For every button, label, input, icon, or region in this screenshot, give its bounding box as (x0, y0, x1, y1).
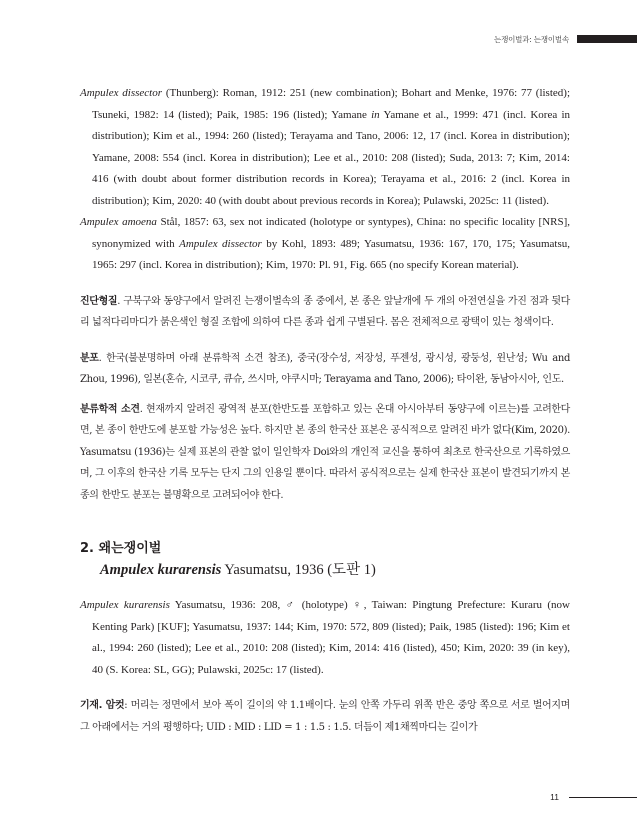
taxon-name: Ampulex dissector (179, 237, 262, 250)
taxon-name: Ampulex amoena (80, 216, 157, 228)
description-label: 기재. 암컷 (80, 700, 125, 711)
running-title: 는쟁이벌과: 는쟁이벌속 (494, 34, 569, 44)
reference-text: (Thunberg): Roman, 1912: 251 (new combination); Bohart and Menke, 1976: 77 (listed); Tsuneki, 1982: 14 (listed); Paik, 1985: 196 (listed); Yamane (92, 87, 570, 121)
taxonomic-remarks-paragraph: 분류학적 소견. 현재까지 알려진 광역적 분포(한반도를 포함하고 있는 온대 아시아부터 동양구에 이르는)를 고려한다면, 본 종이 한반도에 분포할 가능성은 높다. 하지만 본 종의 한국산 표본은 공식적으로 알려진 바가 없다(Kim, 2020). Yasumatsu (1936)는 실제 표본의 관찰 없이 일인학자 Doi와의 개인적 교신을 통하여 최초로 한국산으로 기록하였으며, 그 이후의 한국산 기록 모두는 단지 그의 인용일 뿐이다. 따라서 공식적으로는 실제 한국산 표본이 발견되기까지 본 종의 한반도 분포는 불명확으로 고려되어야 한다. (80, 403, 570, 501)
page-content (80, 83, 570, 738)
taxonomic-remarks-label: 분류학적 소견 (80, 403, 140, 415)
page-number: 11 (550, 792, 559, 802)
taxon-name: Ampulex kurarensis (80, 599, 170, 611)
running-header (494, 34, 637, 44)
reference-text: Yamane et al., 1999: 471 (incl. Korea in distribution); Kim et al., 1994: 260 (listed); Terayama and Tano, 2006: 12, 17 (incl. Korea in distribution); Yamane, 2008: 554 (incl. Korea in distribution); Lee et al., 2010: 208 (listed); Suda, 2013: 7; Kim, 2014: 416 (with doubt about former distribution records in Korea); Terayama et al., 2016: 2 (incl. Korea in distribution); Kim, 2020: 40 (with doubt about previous records in Korea); Pulawski, 2025c: 11 (listed). (92, 108, 571, 207)
section-korean-name: 왜는쟁이벌 (98, 541, 162, 556)
reference-entry (80, 212, 570, 277)
in-word: in (371, 108, 380, 121)
header-bar (577, 35, 637, 43)
description-paragraph: 기재. 암컷: 머리는 정면에서 보아 폭이 길이의 약 1.1배이다. 눈의 안쪽 가두리 위쪽 반은 중앙 쪽으로 서로 벌어지며 그 아래에서는 거의 평행하다; UID : MID : LID = 1 : 1.5 : 1.5. 더듬이 제1채찍마디는 길이가 (80, 700, 570, 733)
species-heading (80, 559, 570, 581)
diagnosis-label: 진단형질 (80, 295, 118, 307)
species-author: Yasumatsu, 1936 (도판 1) (221, 562, 376, 578)
footer-line (569, 797, 637, 798)
page-footer (550, 792, 637, 802)
reference-text: by Kohl, 1893: 489; Yasumatsu, 1936: 167, 170, 175; Yasumatsu, 1965: 297 (incl. Korea in distribution); Kim, 1970: Pl. 91, Fig. 665 (no specify Korean material). (92, 237, 570, 271)
reference-entry (80, 595, 570, 681)
reference-text: Yasumatsu, 1936: 208, ♂ (holotype) ♀, Taiwan: Pingtung Prefecture: Kuraru (now Kenting Park) [KUF]; Yasumatsu, 1937: 144; Kim, 1970: 572, 809 (listed); Paik, 1985 (listed): 196; Kim et al., 1994: 260 (listed); Lee et al., 2010: 208 (listed); Kim, 2014: 416 (listed), 450; Kim, 2020: 39 (in key), 40 (S. Korea: SL, GG); Pulawski, 2025c: 17 (listed). (92, 599, 570, 676)
diagnosis-paragraph: 진단형질. 구북구와 동양구에서 알려진 는쟁이벌속의 종 중에서, 본 종은 앞날개에 두 개의 아전연실을 가진 점과 뒷다리 넓적다리마디가 붉은색인 형질 조합에 의하여 다른 종과 쉽게 구별된다. 몸은 전체적으로 광택이 있는 청색이다. (80, 295, 570, 328)
taxon-name: Ampulex dissector (80, 87, 163, 99)
species-name: Ampulex kurarensis (100, 562, 222, 578)
section-heading: 2. 왜는쟁이벌 (80, 541, 162, 556)
distribution-label: 분포 (80, 352, 99, 364)
reference-entry (80, 83, 570, 212)
reference-text: Stål, 1857: 63, sex not indicated (holotype or syntypes), China: no specific locality [NRS], synonymized with (92, 216, 571, 250)
distribution-paragraph: 분포. 한국(불분명하며 아래 분류학적 소견 참조), 중국(장수성, 저장성, 푸젠성, 광시성, 광둥성, 윈난성; Wu and Zhou, 1996), 일본(혼슈, 시코쿠, 큐슈, 쓰시마, 야쿠시마; Terayama and Tano, 2006); 타이완, 동남아시아, 인도. (80, 352, 570, 385)
